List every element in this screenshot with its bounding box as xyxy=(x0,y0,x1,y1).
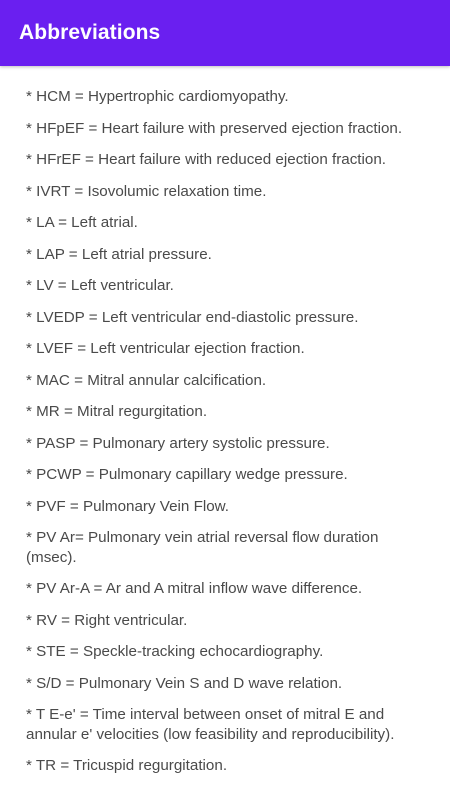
abbreviation-item: * T E-e' = Time interval between onset of mitral E and annular e' velocities (low feasibility and reproducibility). xyxy=(26,706,395,743)
abbreviation-item: * LAP = Left atrial pressure. xyxy=(26,245,212,263)
abbreviation-item: * PCWP = Pulmonary capillary wedge pressure. xyxy=(26,466,348,483)
abbreviation-item: * MAC = Mitral annular calcification. xyxy=(26,371,267,389)
abbreviation-item: * HCM = Hypertrophic cardiomyopathy. xyxy=(26,88,289,105)
abbreviation-item: * LV = Left ventricular. xyxy=(26,277,174,294)
abbreviations-content[interactable] xyxy=(0,66,450,800)
abbreviation-item: * HFrEF = Heart failure with reduced ejection fraction. xyxy=(26,151,387,168)
abbreviation-item: * PVF = Pulmonary Vein Flow. xyxy=(26,497,230,515)
abbreviation-item: * TR = Tricuspid regurgitation. xyxy=(26,757,228,774)
abbreviation-item: * IVRT = Isovolumic relaxation time. xyxy=(26,182,267,200)
abbreviation-item: * HFpEF = Heart failure with preserved ejection fraction. xyxy=(26,119,403,137)
app-bar xyxy=(0,0,450,66)
abbreviation-item: * S/D = Pulmonary Vein S and D wave relation. xyxy=(26,674,343,692)
abbreviation-item: * LVEDP = Left ventricular end-diastolic pressure. xyxy=(26,308,359,326)
abbreviation-item: * STE = Speckle-tracking echocardiography. xyxy=(26,643,324,660)
abbreviation-item: * MR = Mitral regurgitation. xyxy=(26,403,208,420)
abbreviations-list xyxy=(0,66,450,776)
abbreviation-item: * RV = Right ventricular. xyxy=(26,611,188,629)
abbreviation-item: * PASP = Pulmonary artery systolic pressure. xyxy=(26,434,330,452)
abbreviation-item: * PV Ar-A = Ar and A mitral inflow wave difference. xyxy=(26,580,363,597)
abbreviation-item: * PV Ar= Pulmonary vein atrial reversal flow duration (msec). xyxy=(26,529,379,566)
abbreviation-item: * LA = Left atrial. xyxy=(26,214,138,231)
abbreviation-item: * LVEF = Left ventricular ejection fraction. xyxy=(26,340,305,357)
page-title: Abbreviations xyxy=(19,21,161,44)
